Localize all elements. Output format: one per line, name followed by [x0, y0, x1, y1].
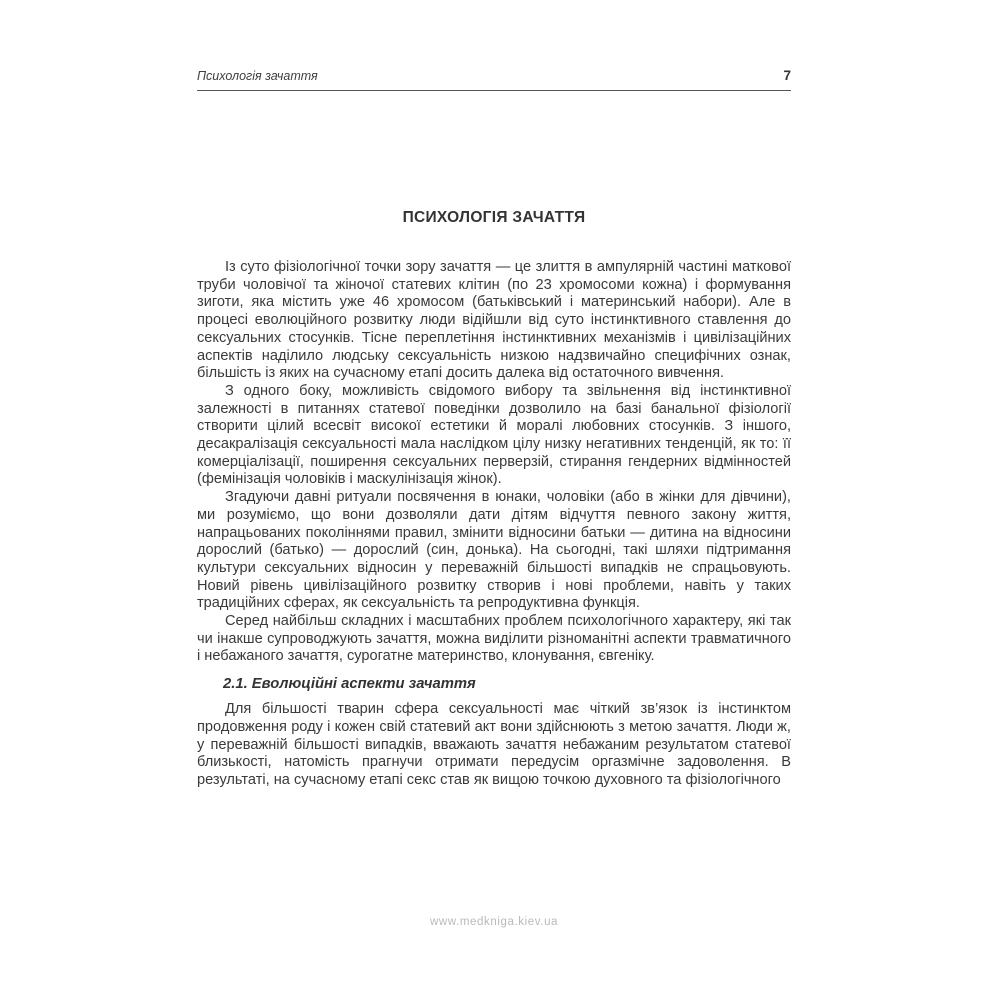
paragraph: Серед найбільш складних і масштабних проблем психологічного характеру, які так чи інакше супроводжують зачаття, можна виділити різноманітні аспекти травматичного і небажаного зачаття, сурогатне материнство, клонування, євгеніку.	[197, 613, 791, 665]
chapter-title: ПСИХОЛОГІЯ ЗАЧАТТЯ	[402, 209, 586, 226]
footer-url: www.medkniga.kiev.ua	[429, 916, 559, 928]
page-header	[197, 68, 791, 91]
paragraph: Для більшості тварин сфера сексуальності має чіткий зв’язок із інстинктом продовження роду і кожен свій статевий акт вони здійснюють з метою зачаття. Люди ж, у переважній більшості випадків, вважають зачаття небажаним результатом статевої близькості, натомість прагнучи отримати передусім оргазмічне задоволення. В результаті, на сучасному етапі секс став як вищою точкою духовного та фізіологічного	[197, 701, 791, 788]
page-number: 7	[783, 68, 791, 83]
paragraph: З одного боку, можливість свідомого вибору та звільнення від інстинктивної залежності в питаннях статевої поведінки дозволило на базі банальної фізіології створити цілий всесвіт високої естетики й моралі любовних стосунків. З іншого, десакралізація сексуальності мала наслідком цілу низку негативних тенденцій, як то: її комерціалізації, поширення сексуальних перверзій, стирання гендерних відмінностей (фемінізація чоловіків і маскулінізація жінок).	[197, 382, 791, 488]
paragraph: Згадуючи давні ритуали посвячення в юнаки, чоловіки (або в жінки для дівчини), ми розуміємо, що вони дозволяли дати дітям відчуття певного закону життя, напрацьованих поколіннями правил, змінити відносини батьки — дитина на відносини дорослий (батько) — дорослий (син, донька). На сьогодні, такі шляхи підтримання культури сексуальних відносин у переважній більшості випадків не спрацьовують. Новий рівень цивілізаційного розвитку створив і нові проблеми, навіть у таких традиційних сферах, як сексуальність та репродуктивна функція.	[197, 489, 791, 612]
paragraph: Із суто фізіологічної точки зору зачаття — це злиття в ампулярній частині маткової труби чоловічої та жіночої статевих клітин (по 23 хромосоми кожна) і формування зиготи, яка містить уже 46 хромосом (батьківський і материнський набори). Але в процесі еволюційного розвитку люди відійшли від суто інстинктивного ставлення до сексуальних стосунків. Тісне переплетіння інстинктивних механізмів і цивілізаційних аспектів наділило людську сексуальність низкою надзвичайно специфічних ознак, більшість із яких на сучасному етапі досить далека від остаточного вивчення.	[197, 259, 791, 382]
section-heading: 2.1. Еволюційні аспекти зачаття	[223, 676, 476, 693]
running-title: Психологія зачаття	[197, 69, 318, 83]
page-footer	[197, 916, 791, 928]
text-block	[197, 68, 791, 790]
